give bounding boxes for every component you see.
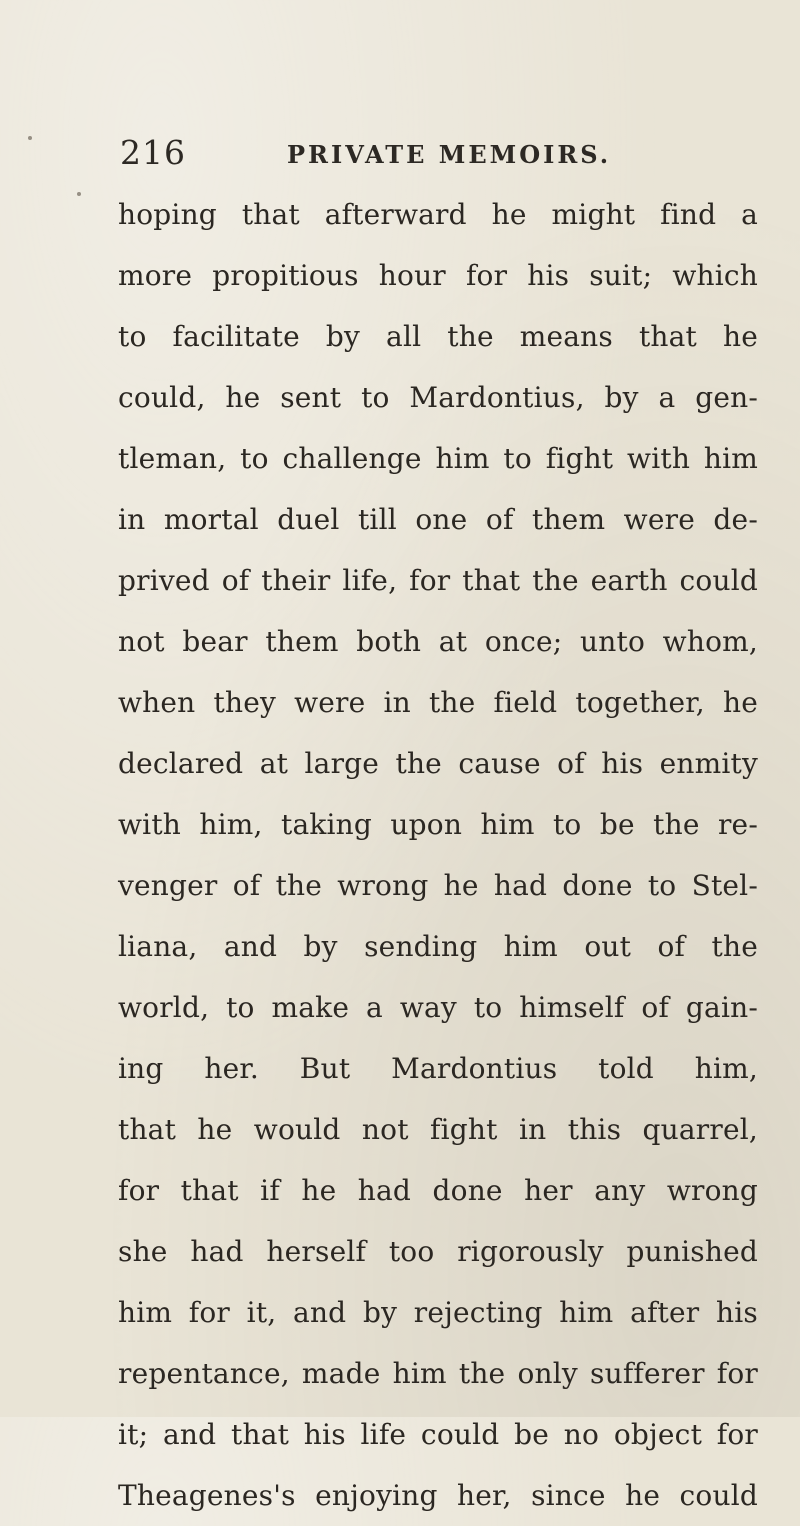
text-line: with him, taking upon him to be the re-	[118, 808, 758, 841]
running-head	[120, 128, 720, 178]
ink-speck	[28, 136, 32, 140]
text-line: prived of their life, for that the earth could	[118, 564, 758, 597]
text-line: could, he sent to Mardontius, by a gen-	[118, 381, 758, 414]
text-line: to facilitate by all the means that he	[118, 320, 758, 353]
ink-speck	[77, 192, 81, 196]
text-line: in mortal duel till one of them were de-	[118, 503, 758, 536]
running-title: PRIVATE MEMOIRS.	[287, 140, 612, 169]
text-line: for that if he had done her any wrong	[118, 1174, 758, 1207]
text-line: liana, and by sending him out of the	[118, 930, 758, 963]
text-line: Theagenes's enjoying her, since he could	[118, 1479, 758, 1512]
text-line: more propitious hour for his suit; which	[118, 259, 758, 292]
text-line: not bear them both at once; unto whom,	[118, 625, 758, 658]
text-line: world, to make a way to himself of gain-	[118, 991, 758, 1024]
text-line: when they were in the field together, he	[118, 686, 758, 719]
text-line: tleman, to challenge him to fight with him	[118, 442, 758, 475]
text-line: it; and that his life could be no object for	[118, 1418, 758, 1451]
page-number: 216	[120, 133, 186, 172]
text-line: him for it, and by rejecting him after his	[118, 1296, 758, 1329]
text-line: that he would not fight in this quarrel,	[118, 1113, 758, 1146]
text-line: hoping that afterward he might find a	[118, 198, 758, 231]
text-line: she had herself too rigorously punished	[118, 1235, 758, 1268]
text-line: declared at large the cause of his enmity	[118, 747, 758, 780]
text-line: venger of the wrong he had done to Stel-	[118, 869, 758, 902]
body-text	[118, 184, 758, 1512]
text-line: ing her. But Mardontius told him,	[118, 1052, 758, 1085]
text-line: repentance, made him the only sufferer for	[118, 1357, 758, 1390]
